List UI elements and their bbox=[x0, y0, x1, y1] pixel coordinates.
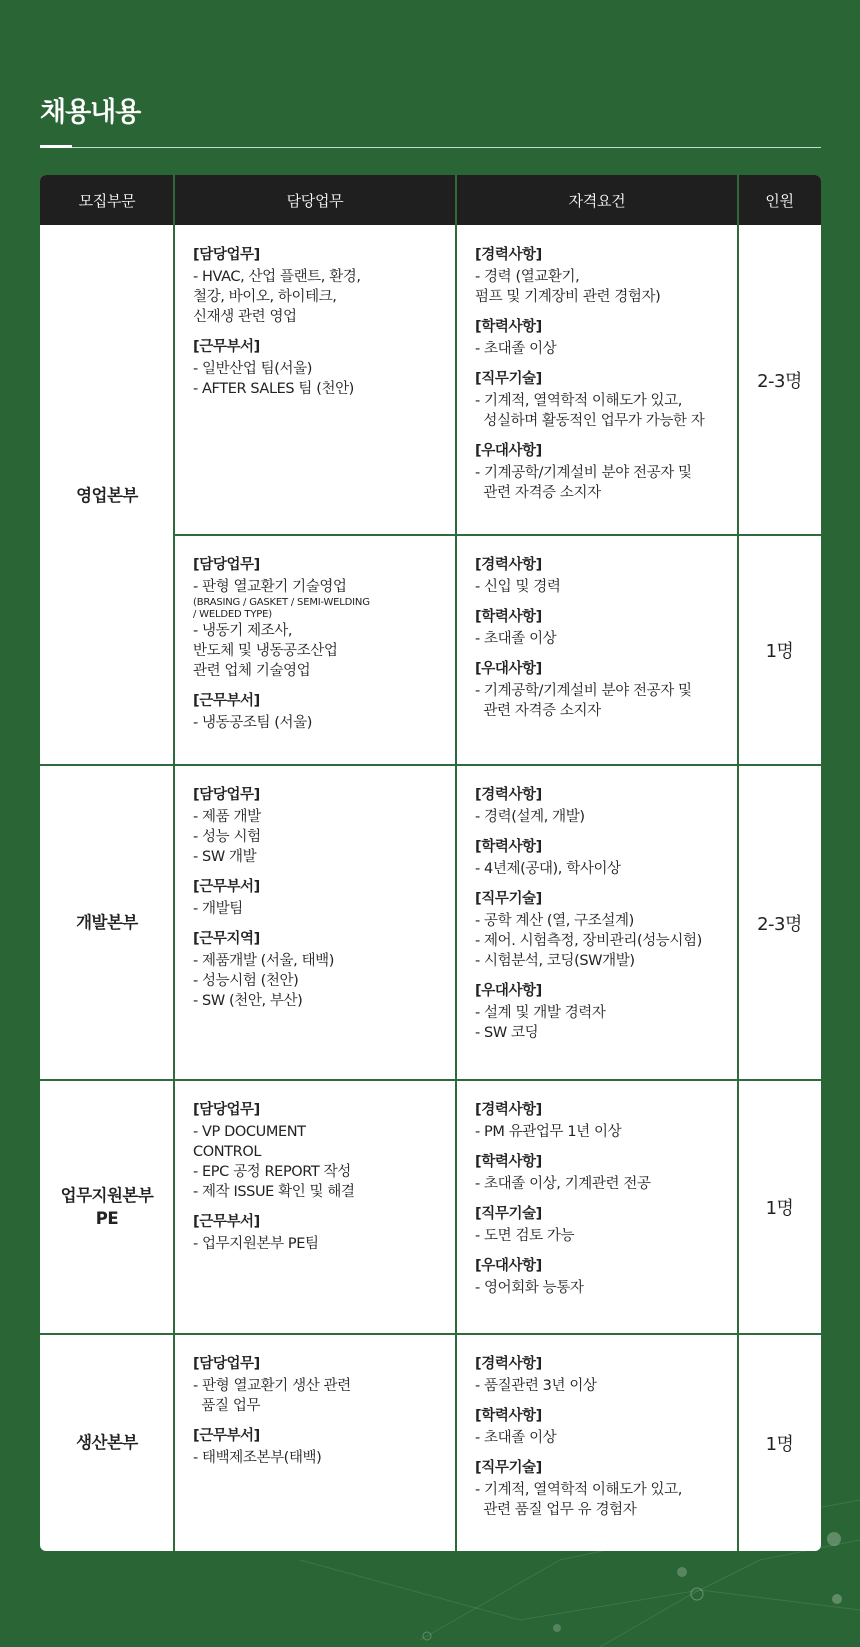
title-accent-bar bbox=[40, 145, 72, 148]
requirements-heading: [학력사항] bbox=[475, 319, 542, 335]
column-divider bbox=[173, 175, 175, 1551]
duties-cell bbox=[174, 535, 456, 765]
title-divider bbox=[40, 147, 821, 148]
requirements-heading: [직무기술] bbox=[475, 371, 542, 387]
duties-heading: [담당업무] bbox=[193, 557, 260, 573]
duties-line: CONTROL bbox=[193, 1144, 262, 1160]
duties-block bbox=[193, 1212, 444, 1254]
table-row bbox=[40, 765, 821, 1080]
duties-cell bbox=[174, 765, 456, 1080]
division-name: 업무지원본부 PE bbox=[60, 1186, 154, 1228]
requirements-block bbox=[475, 1458, 726, 1520]
requirements-line: - 공학 계산 (열, 구조설계) bbox=[475, 913, 634, 929]
requirements-cell bbox=[456, 1334, 738, 1551]
duties-line: - 판형 열교환기 기술영업 bbox=[193, 579, 347, 595]
duties-line: 관련 업체 기술영업 bbox=[193, 663, 311, 679]
requirements-line: 관련 자격증 소지자 bbox=[475, 485, 601, 501]
duties-heading: [근무부서] bbox=[193, 339, 260, 355]
requirements-line: - 기계공학/기계설비 분야 전공자 및 bbox=[475, 683, 692, 699]
requirements-line: - 기계공학/기계설비 분야 전공자 및 bbox=[475, 465, 692, 481]
duties-heading: [근무부서] bbox=[193, 1214, 260, 1230]
requirements-line: - 시험분석, 코딩(SW개발) bbox=[475, 953, 635, 969]
row-divider bbox=[40, 1079, 821, 1081]
requirements-line: 관련 품질 업무 유 경험자 bbox=[475, 1502, 637, 1518]
duties-block bbox=[193, 929, 444, 1011]
requirements-line: 성실하며 활동적인 업무가 가능한 자 bbox=[475, 413, 705, 429]
headcount-cell: 1명 bbox=[765, 1198, 794, 1219]
requirements-line: 관련 자격증 소지자 bbox=[475, 703, 601, 719]
table-row bbox=[40, 1080, 821, 1334]
requirements-block bbox=[475, 369, 726, 431]
requirements-line: - 초대졸 이상, 기계관련 전공 bbox=[475, 1176, 651, 1192]
column-divider bbox=[455, 175, 457, 1551]
requirements-heading: [학력사항] bbox=[475, 839, 542, 855]
requirements-line: - 기계적, 열역학적 이해도가 있고, bbox=[475, 393, 682, 409]
duties-cell bbox=[174, 225, 456, 535]
requirements-heading: [직무기술] bbox=[475, 891, 542, 907]
requirements-cell bbox=[456, 765, 738, 1080]
column-divider bbox=[737, 175, 739, 1551]
requirements-line: - 신입 및 경력 bbox=[475, 579, 561, 595]
requirements-heading: [경력사항] bbox=[475, 1356, 542, 1372]
duties-line: 품질 업무 bbox=[193, 1398, 261, 1414]
duties-small-line: / WELDED TYPE) bbox=[193, 609, 272, 620]
duties-heading: [담당업무] bbox=[193, 1356, 260, 1372]
table-row bbox=[40, 535, 821, 765]
duties-line: - 제품개발 (서울, 태백) bbox=[193, 953, 335, 969]
requirements-heading: [경력사항] bbox=[475, 787, 542, 803]
duties-line: - HVAC, 산업 플랜트, 환경, bbox=[193, 269, 361, 285]
duties-block bbox=[193, 877, 444, 919]
requirements-line: - 초대졸 이상 bbox=[475, 341, 557, 357]
headcount-cell: 2-3명 bbox=[757, 913, 802, 935]
requirements-block bbox=[475, 245, 726, 307]
requirements-heading: [경력사항] bbox=[475, 1102, 542, 1118]
requirements-line: - 제어. 시험측정, 장비관리(성능시험) bbox=[475, 933, 702, 949]
duties-line: - 제품 개발 bbox=[193, 809, 261, 825]
duties-line: - 태백제조본부(태백) bbox=[193, 1450, 322, 1466]
duties-heading: [담당업무] bbox=[193, 1102, 260, 1118]
duties-line: - EPC 공정 REPORT 작성 bbox=[193, 1164, 351, 1180]
requirements-block bbox=[475, 317, 726, 359]
division-name: 개발본부 bbox=[76, 913, 138, 932]
requirements-heading: [우대사항] bbox=[475, 983, 542, 999]
duties-line: - 냉동기 제조사, bbox=[193, 623, 293, 639]
requirements-line: - 경력(설계, 개발) bbox=[475, 809, 585, 825]
requirements-heading: [직무기술] bbox=[475, 1460, 542, 1476]
requirements-block bbox=[475, 1406, 726, 1448]
requirements-block bbox=[475, 607, 726, 649]
requirements-line: - PM 유관업무 1년 이상 bbox=[475, 1124, 622, 1140]
requirements-block bbox=[475, 1152, 726, 1194]
duties-line: - AFTER SALES 팀 (천안) bbox=[193, 381, 354, 397]
duties-line: 철강, 바이오, 하이테크, bbox=[193, 289, 337, 305]
headcount-cell: 1명 bbox=[765, 641, 794, 662]
requirements-heading: [학력사항] bbox=[475, 609, 542, 625]
requirements-block bbox=[475, 981, 726, 1043]
header-duties: 담당업무 bbox=[286, 191, 344, 210]
requirements-block bbox=[475, 785, 726, 827]
duties-cell bbox=[174, 1080, 456, 1334]
requirements-line: - 경력 (열교환기, bbox=[475, 269, 580, 285]
duties-heading: [담당업무] bbox=[193, 247, 260, 263]
requirements-block bbox=[475, 837, 726, 879]
row-divider bbox=[174, 534, 821, 536]
requirements-heading: [직무기술] bbox=[475, 1206, 542, 1222]
duties-line: - 제작 ISSUE 확인 및 해결 bbox=[193, 1184, 355, 1200]
requirements-block bbox=[475, 1204, 726, 1246]
requirements-line: - 품질관련 3년 이상 bbox=[475, 1378, 597, 1394]
duties-heading: [근무지역] bbox=[193, 931, 260, 947]
requirements-line: - 도면 검토 가능 bbox=[475, 1228, 575, 1244]
requirements-block bbox=[475, 441, 726, 503]
header-headcount: 인원 bbox=[765, 191, 794, 210]
duties-line: - VP DOCUMENT bbox=[193, 1124, 306, 1140]
headcount-cell: 1명 bbox=[765, 1433, 794, 1455]
duties-block bbox=[193, 1426, 444, 1468]
recruitment-table bbox=[40, 175, 821, 1551]
requirements-block bbox=[475, 1354, 726, 1396]
requirements-line: - SW 코딩 bbox=[475, 1025, 539, 1041]
duties-heading: [근무부서] bbox=[193, 693, 260, 709]
requirements-line: - 설계 및 개발 경력자 bbox=[475, 1005, 606, 1021]
requirements-heading: [학력사항] bbox=[475, 1154, 542, 1170]
duties-line: - 성능 시험 bbox=[193, 829, 261, 845]
duties-small-line: (BRASING / GASKET / SEMI-WELDING bbox=[193, 597, 370, 608]
division-name: 생산본부 bbox=[76, 1433, 138, 1452]
duties-block bbox=[193, 1100, 444, 1202]
requirements-heading: [우대사항] bbox=[475, 1258, 542, 1274]
requirements-line: - 영어회화 능통자 bbox=[475, 1280, 584, 1296]
table-header-row bbox=[40, 175, 821, 225]
requirements-heading: [경력사항] bbox=[475, 557, 542, 573]
page-title: 채용내용 bbox=[40, 97, 141, 128]
duties-block bbox=[193, 1354, 444, 1416]
duties-line: - 성능시험 (천안) bbox=[193, 973, 299, 989]
requirements-block bbox=[475, 659, 726, 721]
headcount-cell: 2-3명 bbox=[757, 371, 802, 392]
requirements-block bbox=[475, 555, 726, 597]
header-division: 모집부문 bbox=[78, 191, 136, 210]
duties-block bbox=[193, 555, 444, 681]
header-requirements: 자격요건 bbox=[568, 191, 626, 210]
requirements-line: - 4년제(공대), 학사이상 bbox=[475, 861, 621, 877]
row-divider bbox=[40, 1333, 821, 1335]
duties-heading: [담당업무] bbox=[193, 787, 260, 803]
duties-line: 반도체 및 냉동공조산업 bbox=[193, 643, 338, 659]
requirements-block bbox=[475, 889, 726, 971]
requirements-heading: [학력사항] bbox=[475, 1408, 542, 1424]
row-divider bbox=[40, 764, 821, 766]
division-name: 영업본부 bbox=[76, 485, 138, 505]
requirements-line: - 초대졸 이상 bbox=[475, 1430, 557, 1446]
requirements-block bbox=[475, 1100, 726, 1142]
duties-cell bbox=[174, 1334, 456, 1551]
table-row bbox=[40, 225, 821, 535]
duties-line: - SW (천안, 부산) bbox=[193, 993, 303, 1009]
table-row bbox=[40, 1334, 821, 1551]
duties-line: - 냉동공조팀 (서울) bbox=[193, 715, 313, 731]
duties-line: - 업무지원본부 PE팀 bbox=[193, 1236, 319, 1252]
duties-line: - 일반산업 팀(서울) bbox=[193, 361, 313, 377]
requirements-heading: [우대사항] bbox=[475, 661, 542, 677]
requirements-heading: [우대사항] bbox=[475, 443, 542, 459]
duties-block bbox=[193, 691, 444, 733]
duties-block bbox=[193, 245, 444, 327]
duties-line: - SW 개발 bbox=[193, 849, 257, 865]
duties-block bbox=[193, 337, 444, 399]
duties-block bbox=[193, 785, 444, 867]
duties-line: - 개발팀 bbox=[193, 901, 243, 917]
requirements-cell bbox=[456, 1080, 738, 1334]
duties-heading: [근무부서] bbox=[193, 879, 260, 895]
requirements-line: - 기계적, 열역학적 이해도가 있고, bbox=[475, 1482, 682, 1498]
duties-line: - 판형 열교환기 생산 관련 bbox=[193, 1378, 351, 1394]
requirements-heading: [경력사항] bbox=[475, 247, 542, 263]
duties-heading: [근무부서] bbox=[193, 1428, 260, 1444]
requirements-cell bbox=[456, 225, 738, 535]
requirements-line: 펌프 및 기계장비 관련 경험자) bbox=[475, 289, 661, 305]
requirements-block bbox=[475, 1256, 726, 1298]
requirements-line: - 초대졸 이상 bbox=[475, 631, 557, 647]
duties-line: 신재생 관련 영업 bbox=[193, 309, 297, 325]
requirements-cell bbox=[456, 535, 738, 765]
